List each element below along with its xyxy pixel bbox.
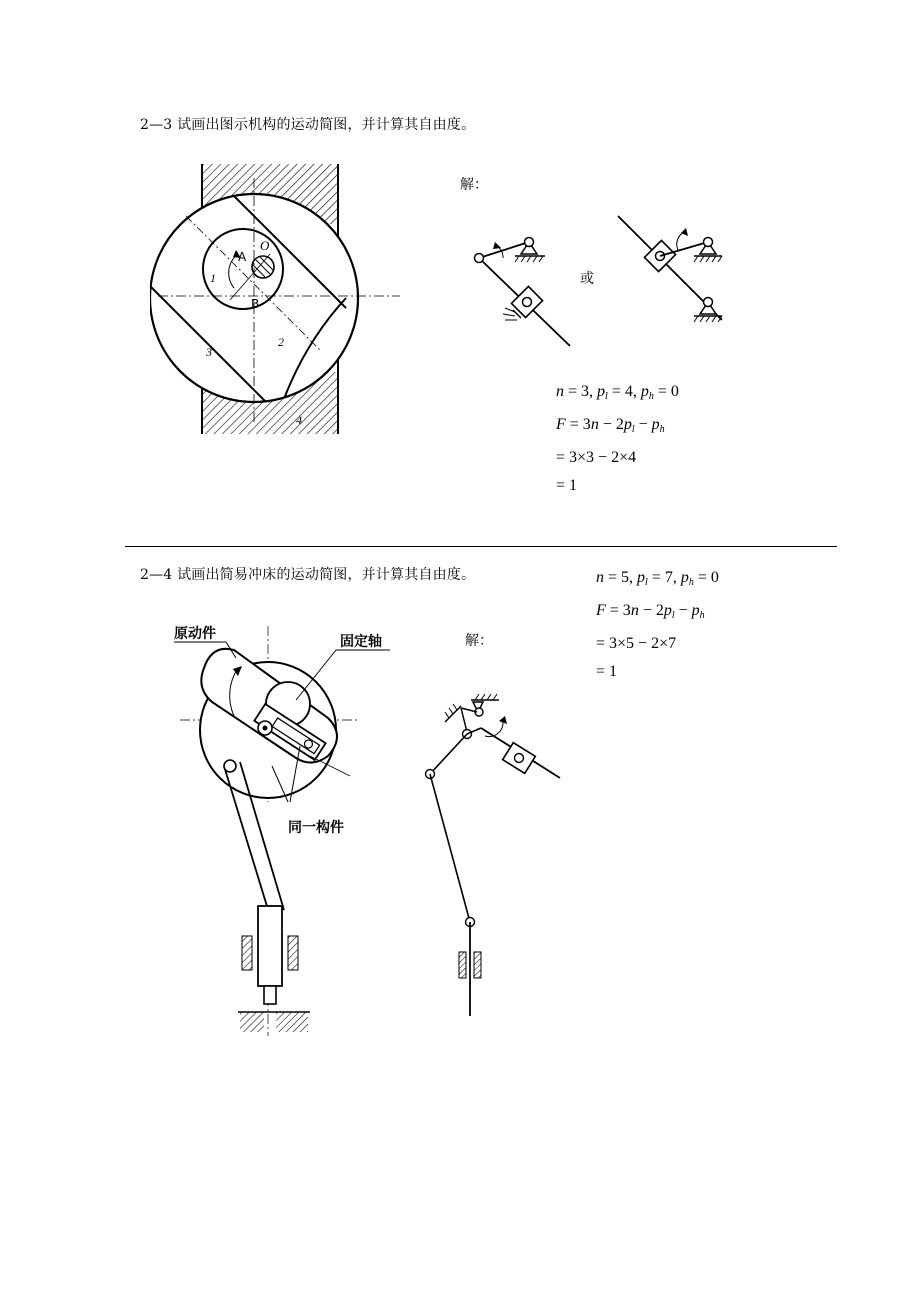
label-4: 4: [296, 413, 302, 427]
label-B: B: [251, 297, 260, 311]
equation-line-4: = 1: [596, 663, 618, 680]
problem-2-4-title: 2—4 试画出简易冲床的运动简图，并计算其自由度。: [140, 567, 476, 583]
equation-block-2-3: [556, 378, 679, 500]
section-divider: [125, 546, 837, 547]
equation-line-1: n = 3, $p_l = 4$, $p_h = 0$: [556, 383, 679, 402]
kinematic-sketch-2-3-b: [610, 210, 730, 335]
label-O: O: [260, 238, 270, 253]
label-1: 1: [210, 271, 216, 285]
solution-label-2-4: 解：: [465, 633, 493, 649]
solution-label-2-3: 解：: [460, 177, 488, 193]
equation-block-2-4: [596, 564, 719, 686]
equation-line-1: n = 5, $p_l = 7$, $p_h = 0$: [596, 569, 719, 588]
equation-line-2: $F = 3n - 2p_l - p_h$: [556, 416, 665, 435]
equation-line-2: $F = 3n - 2p_l - p_h$: [596, 602, 705, 621]
problem-2-3-title: 2—3 试画出图示机构的运动简图，并计算其自由度。: [140, 117, 476, 133]
label-2: 2: [278, 335, 284, 349]
label-driver: 原动件: [174, 626, 216, 642]
label-A: A: [238, 250, 247, 264]
kinematic-sketch-2-4: [415, 690, 565, 1020]
press-figure-2-4: [160, 606, 400, 1046]
or-label: 或: [580, 271, 594, 287]
label-3: 3: [206, 345, 212, 359]
label-fixed-shaft: 固定轴: [340, 634, 382, 650]
label-same-member: 同一构件: [288, 820, 344, 836]
equation-line-4: = 1: [556, 477, 578, 494]
equation-line-3: = 3×5 − 2×7: [596, 635, 677, 652]
mechanism-figure-2-3: [150, 158, 420, 440]
kinematic-sketch-2-3-a: [465, 220, 585, 350]
equation-line-3: = 3×3 − 2×4: [556, 449, 637, 466]
